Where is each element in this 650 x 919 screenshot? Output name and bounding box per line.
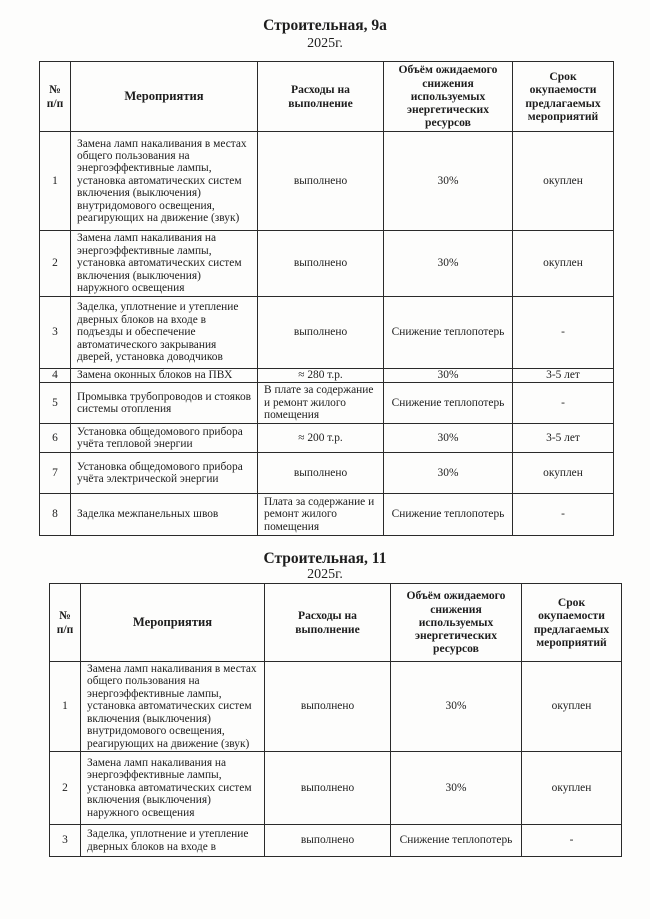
row-payback: окуплен <box>513 453 614 494</box>
row-payback: окуплен <box>513 231 614 297</box>
row-num: 1 <box>50 662 81 752</box>
table-row <box>40 453 614 494</box>
row-activity: Замена ламп накаливания на энергоэффективные лампы, установка автоматических систем включения (выключения) наружного освещения <box>81 752 265 825</box>
row-num: 2 <box>40 231 71 297</box>
row-cost: Плата за содержание и ремонт жилого помещения <box>258 494 384 536</box>
table-header-row <box>40 62 614 132</box>
table-row <box>40 494 614 536</box>
row-num: 2 <box>50 752 81 825</box>
row-activity: Промывка трубопроводов и стояков системы отопления <box>71 383 258 424</box>
row-activity: Замена оконных блоков на ПВХ <box>71 369 258 383</box>
row-num: 6 <box>40 424 71 453</box>
row-savings: Снижение теплопотерь <box>384 297 513 369</box>
row-payback: - <box>522 825 622 857</box>
row-cost: выполнено <box>265 662 391 752</box>
row-num: 3 <box>40 297 71 369</box>
row-payback: - <box>513 494 614 536</box>
row-cost: ≈ 200 т.р. <box>258 424 384 453</box>
table-row <box>40 369 614 383</box>
row-cost: В плате за содержание и ремонт жилого помещения <box>258 383 384 424</box>
row-activity: Установка общедомового прибора учёта электрической энергии <box>71 453 258 494</box>
row-cost: ≈ 280 т.р. <box>258 369 384 383</box>
row-savings: 30% <box>384 453 513 494</box>
table-row <box>40 383 614 424</box>
table-row <box>40 297 614 369</box>
row-cost: выполнено <box>258 231 384 297</box>
table-row <box>40 231 614 297</box>
header-cost: Расходы на выполнение <box>265 584 391 662</box>
row-num: 1 <box>40 132 71 231</box>
row-payback: - <box>513 297 614 369</box>
table-row <box>40 424 614 453</box>
row-savings: Снижение теплопотерь <box>391 825 522 857</box>
header-payback: Срок окупаемости предлагаемых мероприятий <box>522 584 622 662</box>
row-num: 8 <box>40 494 71 536</box>
row-savings: 30% <box>384 132 513 231</box>
table-header-row <box>50 584 622 662</box>
row-cost: выполнено <box>258 297 384 369</box>
row-payback: окуплен <box>513 132 614 231</box>
row-savings: Снижение теплопотерь <box>384 383 513 424</box>
section-title-building-11: Строительная, 11 <box>263 550 387 567</box>
row-activity: Заделка, уплотнение и утепление дверных блоков на входе в подъезды и обеспечение автоматического закрывания дверей, установка доводчиков <box>71 297 258 369</box>
measures-table-building-11 <box>49 583 622 857</box>
table-row <box>40 132 614 231</box>
row-activity: Заделка межпанельных швов <box>71 494 258 536</box>
row-savings: Снижение теплопотерь <box>384 494 513 536</box>
header-num: № п/п <box>50 584 81 662</box>
row-cost: выполнено <box>265 825 391 857</box>
section-year: 2025г. <box>307 567 343 582</box>
row-cost: выполнено <box>258 132 384 231</box>
header-cost: Расходы на выполнение <box>258 62 384 132</box>
table-row <box>50 752 622 825</box>
header-activity: Мероприятия <box>71 62 258 132</box>
section-year: 2025г. <box>307 36 343 51</box>
row-num: 3 <box>50 825 81 857</box>
row-savings: 30% <box>391 662 522 752</box>
row-activity: Замена ламп накаливания в местах общего пользования на энергоэффективные лампы, установка автоматических систем включения (выключения) внутридомового освещения, реагирующих на движение (звук) <box>81 662 265 752</box>
row-savings: 30% <box>384 369 513 383</box>
row-activity: Замена ламп накаливания в местах общего пользования на энергоэффективные лампы, установка автоматических систем включения (выключения) внутридомового освещения, реагирующих на движение (звук) <box>71 132 258 231</box>
row-activity: Заделка, уплотнение и утепление дверных блоков на входе в <box>81 825 265 857</box>
row-num: 4 <box>40 369 71 383</box>
row-activity: Установка общедомового прибора учёта тепловой энергии <box>71 424 258 453</box>
row-payback: 3-5 лет <box>513 424 614 453</box>
header-savings: Объём ожидаемого снижения используемых энергетических ресурсов <box>384 62 513 132</box>
header-savings: Объём ожидаемого снижения используемых энергетических ресурсов <box>391 584 522 662</box>
row-num: 5 <box>40 383 71 424</box>
row-payback: окуплен <box>522 662 622 752</box>
table-row <box>50 825 622 857</box>
row-cost: выполнено <box>258 453 384 494</box>
row-num: 7 <box>40 453 71 494</box>
row-activity: Замена ламп накаливания на энергоэффективные лампы, установка автоматических систем включения (выключения) наружного освещения <box>71 231 258 297</box>
row-savings: 30% <box>384 231 513 297</box>
section-title-building-9a: Строительная, 9а <box>263 17 387 34</box>
row-savings: 30% <box>391 752 522 825</box>
row-payback: окуплен <box>522 752 622 825</box>
row-cost: выполнено <box>265 752 391 825</box>
row-payback: - <box>513 383 614 424</box>
header-payback: Срок окупаемости предлагаемых мероприятий <box>513 62 614 132</box>
table-row <box>50 662 622 752</box>
header-activity: Мероприятия <box>81 584 265 662</box>
measures-table-building-9a <box>39 61 614 536</box>
row-savings: 30% <box>384 424 513 453</box>
row-payback: 3-5 лет <box>513 369 614 383</box>
header-num: № п/п <box>40 62 71 132</box>
